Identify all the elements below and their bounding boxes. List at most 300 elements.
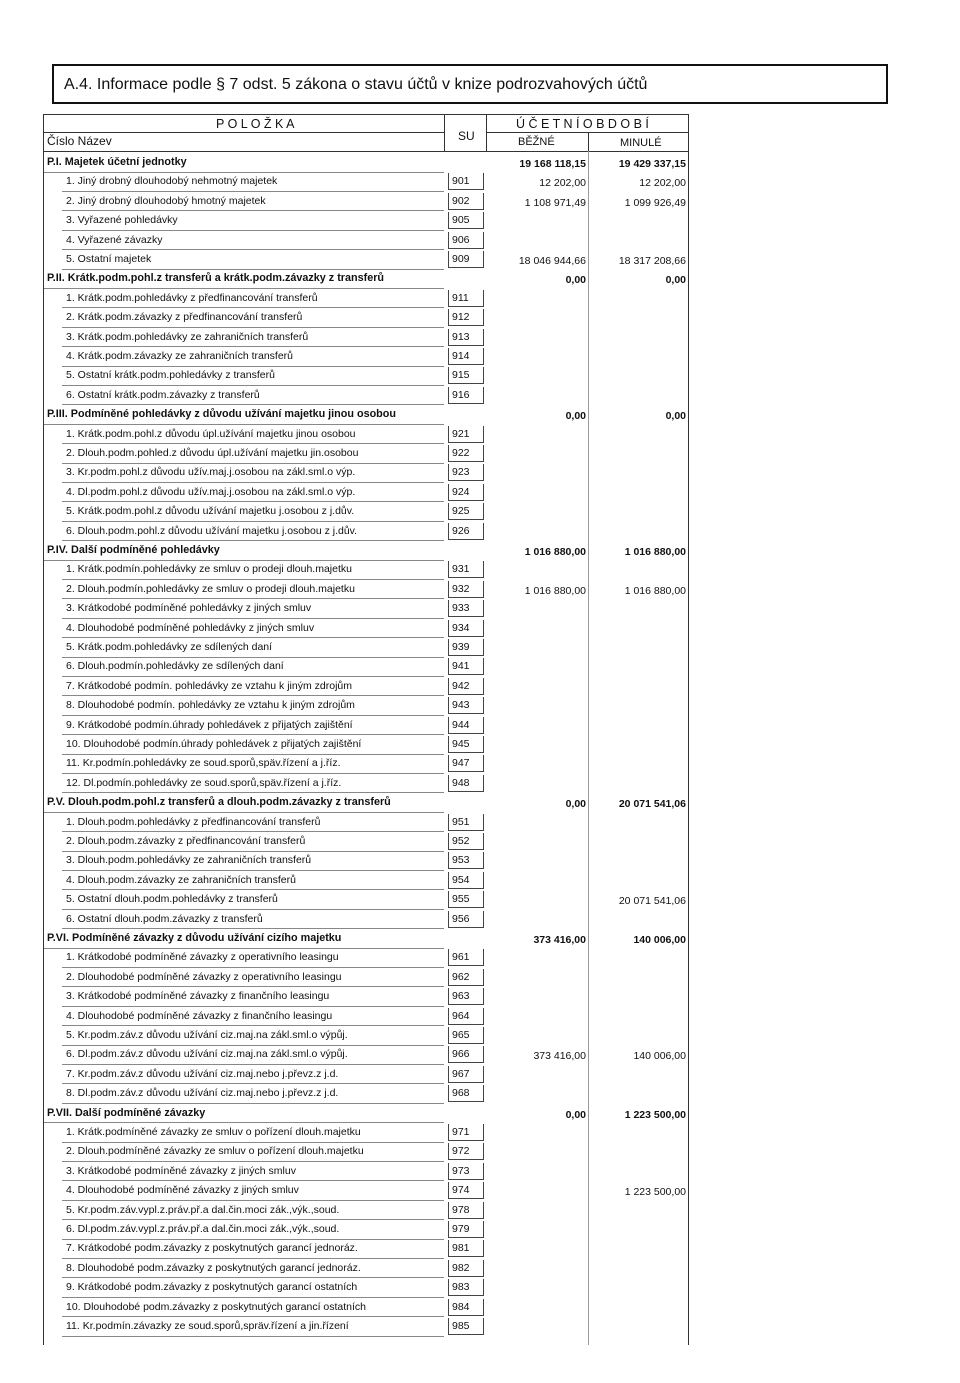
row-current-value [486,735,588,755]
row-label: 1. Jiný drobný dlouhodobý nehmotný majetek [66,175,278,188]
row-previous-value [590,948,688,968]
row-label: 12. Dl.podmín.pohledávky ze soud.sporů,späv.řízení a j.říz. [66,776,342,789]
row-su-code [448,542,484,559]
row-current-value [486,1181,588,1201]
table-row [44,289,688,309]
row-current-value: 19 168 118,15 [519,158,586,170]
row-current-value [486,987,588,1007]
table-row [44,754,688,774]
row-label: 1. Dlouh.podm.pohledávky z předfinancování transferů [66,815,321,828]
row-current-value [486,696,588,716]
row-su-code: 982 [448,1260,484,1277]
row-label: P.VI. Podmíněné závazky z důvodu užívání cizího majetku [47,932,342,944]
table-row [44,948,688,968]
row-su-code: 956 [448,911,484,928]
table-row [44,1084,688,1104]
row-label: P.II. Krátk.podm.pohl.z transferů a krátk.podm.závazky z transferů [47,272,384,285]
row-previous-value [590,1065,688,1085]
row-current-value [486,1007,588,1027]
row-label: 5. Ostatní dlouh.podm.pohledávky z transferů [66,893,278,906]
row-current-value [486,463,588,483]
table-row [44,1201,688,1221]
row-current-value [486,560,588,580]
table-row [44,1278,688,1298]
table-row [44,1317,688,1337]
row-previous-value: 140 006,00 [633,934,686,946]
row-current-value [486,851,588,871]
row-su-code: 953 [448,852,484,869]
row-previous-value [590,289,688,309]
row-label: 2. Dlouh.podmín.pohledávky ze smluv o prodeji dlouh.majetku [66,582,355,595]
row-label: P.III. Podmíněné pohledávky z důvodu užívání majetku jinou osobou [47,408,396,421]
row-label: 6. Dlouh.podmín.pohledávky ze sdílených daní [66,660,284,673]
row-previous-value [590,386,688,406]
row-label: 11. Kr.podmín.pohledávky ze soud.sporů,späv.řízení a j.říz. [66,757,341,770]
section-row [44,793,688,813]
row-current-value [486,1065,588,1085]
table-row [44,871,688,891]
section-row [44,269,688,289]
row-previous-value [590,308,688,328]
row-previous-value: 1 016 880,00 [624,546,686,558]
row-label: 5. Ostatní majetek [66,253,152,265]
row-su-code: 973 [448,1163,484,1180]
row-label: 4. Krátk.podm.závazky ze zahraničních transferů [66,350,294,362]
row-su-code: 947 [448,755,484,772]
statement-table [43,114,689,1345]
row-su-code: 911 [448,290,484,307]
table-row [44,1181,688,1201]
row-previous-value [590,968,688,988]
header-divider [486,115,487,151]
row-label: 7. Krátkodobé podm.závazky z poskytnutých garancí jednoráz. [66,1242,358,1255]
table-row [44,1123,688,1143]
row-previous-value: 1 099 926,49 [624,196,686,209]
row-label: 1. Krátkodobé podmíněné závazky z operativního leasingu [66,951,339,964]
row-current-value [486,1162,588,1182]
row-current-value [486,1084,588,1104]
row-current-value [486,1142,588,1162]
row-previous-value [590,716,688,736]
row-su-code: 944 [448,717,484,734]
row-su-code: 909 [448,251,484,268]
row-label: 5. Kr.podm.záv.vypl.z.práv.př.a dal.čin.moci zák.,výk.,soud. [66,1203,340,1216]
table-row [44,813,688,833]
row-current-value [486,211,588,231]
row-su-code: 924 [448,484,484,501]
row-current-value [486,1298,588,1318]
row-su-code: 906 [448,232,484,249]
row-su-code: 925 [448,503,484,520]
row-current-value: 373 416,00 [533,934,586,946]
row-previous-value [590,987,688,1007]
row-previous-value [590,1123,688,1143]
row-current-value [486,444,588,464]
row-su-code [448,270,484,287]
su-header: SU [458,129,475,143]
row-label: 1. Krátk.podm.pohl.z důvodu úpl.užívání majetku jinou osobou [66,427,356,440]
row-su-code: 932 [448,581,484,598]
row-label: 6. Dlouh.podm.pohl.z důvodu užívání majetku j.osobou z j.dův. [66,524,358,537]
row-previous-value [590,211,688,231]
row-su-code: 952 [448,833,484,850]
row-previous-value [590,1298,688,1318]
row-label: 3. Krátkodobé podmíněné závazky z jiných smluv [66,1164,296,1177]
row-label: 7. Kr.podm.záv.z důvodu užívání ciz.maj.nebo j.převz.z j.d. [66,1067,339,1080]
table-row [44,231,688,251]
row-current-value [486,774,588,794]
table-row [44,444,688,464]
table-row [44,832,688,852]
table-row [44,851,688,871]
row-previous-value: 0,00 [665,274,686,287]
cislo-nazev-header: Číslo Název [47,134,112,148]
section-row [44,929,688,949]
row-label: 8. Dlouhodobé podm.závazky z poskytnutých garancí jednoráz. [66,1261,361,1274]
table-row [44,483,688,503]
row-label: P.V. Dlouh.podm.pohl.z transferů a dlouh.podm.závazky z transferů [47,796,391,809]
row-previous-value [590,1162,688,1182]
row-label: 4. Vyřazené závazky [66,233,163,246]
table-row [44,599,688,619]
row-label: 9. Krátkodobé podm.závazky z poskytnutých garancí ostatních [66,1281,358,1294]
header-divider [486,132,688,133]
row-label: 4. Dlouh.podm.závazky ze zahraničních transferů [66,873,296,886]
row-previous-value [590,560,688,580]
row-previous-value [590,502,688,522]
row-su-code [448,930,484,947]
table-row [44,1220,688,1240]
row-su-code: 951 [448,814,484,831]
row-current-value: 0,00 [565,274,586,287]
row-label: 6. Ostatní krátk.podm.závazky z transferů [66,388,260,401]
row-current-value [486,289,588,309]
table-row [44,463,688,483]
row-su-code: 931 [448,561,484,578]
table-row [44,347,688,367]
row-current-value [486,502,588,522]
row-label: 8. Dl.podm.záv.z důvodu užívání ciz.maj.nebo j.převz.z j.d. [66,1087,339,1100]
row-su-code: 984 [448,1299,484,1316]
table-row [44,1162,688,1182]
row-previous-value [590,1026,688,1046]
row-current-value [486,231,588,251]
row-su-code: 933 [448,600,484,617]
row-label: 4. Dlouhodobé podmíněné pohledávky z jiných smluv [66,621,315,634]
row-su-code: 922 [448,445,484,462]
table-row [44,696,688,716]
section-row [44,153,688,173]
row-su-code: 968 [448,1085,484,1102]
row-su-code: 962 [448,969,484,986]
row-label: 1. Krátk.podmín.pohledávky ze smluv o prodeji dlouh.majetku [66,563,352,576]
row-previous-value [590,483,688,503]
row-current-value [486,1278,588,1298]
row-previous-value [590,1142,688,1162]
row-current-value [486,754,588,774]
row-previous-value: 1 016 880,00 [624,584,686,597]
row-su-code: 978 [448,1202,484,1219]
row-current-value: 0,00 [565,1108,586,1121]
row-current-value: 0,00 [565,410,586,423]
row-previous-value [590,347,688,367]
row-previous-value [590,1007,688,1027]
row-label: 10. Dlouhodobé podmín.úhrady pohledávek z přijatých zajištění [66,738,362,750]
row-previous-value: 1 223 500,00 [624,1108,686,1121]
row-previous-value: 18 317 208,66 [618,255,686,267]
row-su-code: 985 [448,1318,484,1335]
row-label: 3. Dlouh.podm.pohledávky ze zahraničních transferů [66,854,312,867]
row-previous-value [590,231,688,251]
row-previous-value [590,425,688,445]
row-label: 4. Dl.podm.pohl.z důvodu užív.maj.j.osobou na zákl.sml.o výp. [66,485,356,498]
row-current-value [486,1259,588,1279]
table-row [44,502,688,522]
row-label: 2. Dlouh.podm.závazky z předfinancování transferů [66,835,306,847]
table-row [44,250,688,270]
row-current-value [486,619,588,639]
row-label: 2. Dlouh.podmíněné závazky ze smluv o pořízení dlouh.majetku [66,1145,364,1158]
row-su-code: 967 [448,1066,484,1083]
row-current-value [486,308,588,328]
row-label: 7. Krátkodobé podmín. pohledávky ze vztahu k jiným zdrojům [66,679,352,692]
row-divider [62,1336,444,1337]
row-label: P.I. Majetek účetní jednotky [47,156,187,168]
row-label: 6. Dl.podm.záv.z důvodu užívání ciz.maj.na zákl.sml.o výpůj. [66,1048,348,1061]
header-divider [588,132,589,151]
row-label: 6. Ostatní dlouh.podm.závazky z transferů [66,912,263,925]
row-current-value: 1 108 971,49 [524,196,586,209]
row-label: 4. Dlouhodobé podmíněné závazky z jiných smluv [66,1184,299,1197]
title-box [52,64,888,104]
row-previous-value: 19 429 337,15 [618,158,686,170]
row-previous-value [590,463,688,483]
table-row [44,657,688,677]
row-previous-value [590,813,688,833]
table-row [44,716,688,736]
row-label: P.VII. Další podmíněné závazky [47,1106,206,1119]
row-su-code: 945 [448,736,484,753]
row-current-value: 12 202,00 [539,177,586,190]
row-su-code: 913 [448,329,484,346]
row-su-code: 966 [448,1046,484,1063]
row-label: 6. Dl.podm.záv.vypl.z.práv.př.a dal.čin.moci zák.,výk.,soud. [66,1223,340,1235]
row-su-code [448,154,484,171]
row-previous-value [590,871,688,891]
row-previous-value [590,1239,688,1259]
row-label: 2. Krátk.podm.závazky z předfinancování transferů [66,311,303,324]
row-su-code: 901 [448,173,484,190]
row-label: 5. Ostatní krátk.podm.pohledávky z transferů [66,369,275,382]
row-su-code: 942 [448,678,484,695]
minule-header: MINULÉ [620,137,662,149]
row-current-value [486,386,588,406]
table-row [44,638,688,658]
row-label: 4. Dlouhodobé podmíněné závazky z finančního leasingu [66,1009,333,1022]
table-row [44,1142,688,1162]
row-label: 1. Krátk.podm.pohledávky z předfinancování transferů [66,291,318,304]
table-row [44,1007,688,1027]
row-current-value [486,366,588,386]
row-label: 2. Dlouhodobé podmíněné závazky z operativního leasingu [66,970,342,983]
row-su-code: 954 [448,872,484,889]
row-previous-value [590,619,688,639]
table-row [44,677,688,697]
table-row [44,735,688,755]
row-su-code: 923 [448,464,484,481]
row-current-value [486,599,588,619]
row-su-code: 963 [448,988,484,1005]
table-row [44,328,688,348]
row-su-code: 974 [448,1182,484,1199]
row-current-value [486,638,588,658]
row-previous-value [590,1220,688,1240]
row-current-value [486,948,588,968]
table-row [44,192,688,212]
table-row [44,1045,688,1065]
table-row [44,580,688,600]
table-row [44,308,688,328]
row-label: 3. Krátk.podm.pohledávky ze zahraničních transferů [66,330,309,343]
row-su-code: 914 [448,348,484,365]
row-current-value [486,677,588,697]
row-su-code: 916 [448,387,484,404]
row-current-value [486,968,588,988]
row-current-value: 18 046 944,66 [518,255,586,267]
row-label: 2. Jiný drobný dlouhodobý hmotný majetek [66,194,266,207]
header-divider [44,132,444,133]
row-su-code: 979 [448,1221,484,1238]
page-title: A.4. Informace podle § 7 odst. 5 zákona o stavu účtů v knize podrozvahových účtů [64,76,648,93]
section-row [44,1104,688,1124]
row-label: 11. Kr.podmín.závazky ze soud.sporů,spräv.řízení a jin.řízení [66,1320,349,1332]
table-row [44,560,688,580]
row-su-code: 921 [448,426,484,443]
table-row [44,1065,688,1085]
row-su-code [448,794,484,811]
row-current-value [486,1026,588,1046]
row-current-value [486,657,588,677]
row-previous-value [590,328,688,348]
row-current-value [486,328,588,348]
row-current-value [486,522,588,542]
row-current-value: 373 416,00 [533,1050,586,1063]
table-row [44,211,688,231]
row-previous-value [590,366,688,386]
row-previous-value: 0,00 [665,410,686,423]
row-su-code: 983 [448,1279,484,1296]
table-row [44,1298,688,1318]
row-current-value [486,425,588,445]
row-previous-value [590,1278,688,1298]
row-previous-value [590,638,688,658]
row-current-value [486,890,588,910]
row-su-code: 941 [448,658,484,675]
row-label: 8. Dlouhodobé podmín. pohledávky ze vztahu k jiným zdrojům [66,699,355,712]
row-previous-value [590,910,688,930]
table-row [44,1026,688,1046]
row-label: 5. Krátk.podm.pohledávky ze sdílených daní [66,641,273,653]
row-label: 2. Dlouh.podm.pohled.z důvodu úpl.užívání majetku jin.osobou [66,447,359,459]
row-label: 1. Krátk.podmíněné závazky ze smluv o pořízení dlouh.majetku [66,1126,361,1138]
row-current-value [486,347,588,367]
row-previous-value: 1 223 500,00 [624,1186,686,1199]
row-previous-value [590,599,688,619]
header-divider [444,115,445,151]
row-current-value: 0,00 [565,798,586,811]
row-current-value [486,1220,588,1240]
row-su-code: 981 [448,1240,484,1257]
row-previous-value: 12 202,00 [639,177,686,190]
row-su-code [448,406,484,423]
row-label: 5. Krátk.podm.pohl.z důvodu užívání majetku j.osobou z j.dův. [66,505,355,518]
table-row [44,1259,688,1279]
row-su-code [448,1105,484,1122]
row-current-value [486,1123,588,1143]
row-su-code: 915 [448,367,484,384]
table-row [44,425,688,445]
row-su-code: 939 [448,639,484,656]
polozka-header: P O L O Ž K A [216,117,295,131]
row-previous-value [590,1259,688,1279]
row-current-value: 1 016 880,00 [524,584,586,597]
row-previous-value [590,657,688,677]
row-su-code: 972 [448,1143,484,1160]
row-previous-value [590,735,688,755]
row-su-code: 934 [448,620,484,637]
row-previous-value [590,851,688,871]
row-su-code: 926 [448,523,484,540]
row-label: 3. Vyřazené pohledávky [66,214,178,227]
table-row [44,987,688,1007]
row-su-code: 912 [448,309,484,326]
row-su-code: 902 [448,193,484,210]
row-label: 9. Krátkodobé podmín.úhrady pohledávek z přijatých zajištění [66,718,353,731]
row-su-code: 965 [448,1027,484,1044]
row-previous-value [590,444,688,464]
row-su-code: 971 [448,1124,484,1141]
row-label: 5. Kr.podm.záv.z důvodu užívání ciz.maj.na zákl.sml.o výpůj. [66,1029,348,1041]
row-su-code: 961 [448,949,484,966]
row-previous-value [590,832,688,852]
ucetni-obdobi-header: Ú Č E T N Í O B D O B Í [516,117,649,131]
row-previous-value [590,1084,688,1104]
row-current-value: 1 016 880,00 [524,546,586,558]
row-current-value [486,910,588,930]
row-current-value [486,871,588,891]
table-row [44,774,688,794]
table-row [44,890,688,910]
row-current-value [486,1239,588,1259]
row-previous-value [590,522,688,542]
row-previous-value [590,754,688,774]
header-divider [44,151,688,152]
row-su-code: 943 [448,697,484,714]
table-row [44,386,688,406]
row-su-code: 964 [448,1008,484,1025]
table-row [44,366,688,386]
table-row [44,968,688,988]
row-current-value [486,832,588,852]
table-row [44,172,688,192]
row-previous-value: 20 071 541,06 [618,895,686,908]
row-previous-value [590,1317,688,1337]
row-su-code: 955 [448,891,484,908]
row-previous-value [590,1201,688,1221]
row-current-value [486,813,588,833]
row-previous-value [590,677,688,697]
bezne-header: BĚŽNÉ [518,136,555,148]
